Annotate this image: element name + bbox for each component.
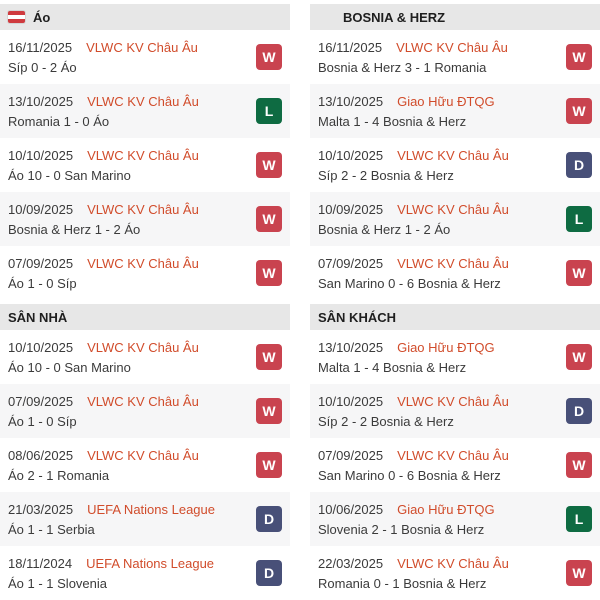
section-header xyxy=(0,304,290,330)
match-date: 13/10/2025 xyxy=(318,93,384,109)
match-info xyxy=(318,202,566,237)
section-team-form-austria xyxy=(0,4,290,300)
match-info xyxy=(8,202,256,237)
match-date: 10/10/2025 xyxy=(318,393,384,409)
match-row[interactable] xyxy=(310,546,600,600)
match-result: Áo 2 - 1 Romania xyxy=(8,467,110,483)
match-row[interactable] xyxy=(310,192,600,246)
result-badge: W xyxy=(256,344,282,370)
match-result: Malta 1 - 4 Bosnia & Herz xyxy=(318,113,467,129)
match-info xyxy=(318,40,566,75)
match-result: Slovenia 2 - 1 Bosnia & Herz xyxy=(318,521,485,537)
match-date: 07/09/2025 xyxy=(8,393,74,409)
match-result: Áo 1 - 1 Slovenia xyxy=(8,575,108,591)
result-badge: L xyxy=(256,98,282,124)
result-badge: W xyxy=(256,452,282,478)
competition-link[interactable]: VLWC KV Châu Âu xyxy=(87,447,199,463)
match-date: 10/09/2025 xyxy=(318,201,384,217)
match-date: 10/10/2025 xyxy=(318,147,384,163)
match-info xyxy=(8,502,256,537)
match-date: 16/11/2025 xyxy=(318,39,383,55)
match-result: Síp 0 - 2 Áo xyxy=(8,59,77,75)
match-result: Bosnia & Herz 1 - 2 Áo xyxy=(8,221,141,237)
match-info xyxy=(318,394,566,429)
match-result: San Marino 0 - 6 Bosnia & Herz xyxy=(318,275,501,291)
team-column-bosnia xyxy=(310,4,600,600)
section-home-form-austria xyxy=(0,304,290,600)
section-title: SÂN NHÀ xyxy=(8,309,68,325)
match-row[interactable] xyxy=(0,492,290,546)
match-row[interactable] xyxy=(310,492,600,546)
competition-link[interactable]: Giao Hữu ĐTQG xyxy=(397,501,495,517)
result-badge: W xyxy=(566,452,592,478)
result-badge: D xyxy=(256,506,282,532)
match-date: 10/10/2025 xyxy=(8,339,74,355)
match-info xyxy=(8,256,256,291)
match-result: Romania 0 - 1 Bosnia & Herz xyxy=(318,575,487,591)
section-header xyxy=(310,4,600,30)
match-info xyxy=(318,340,566,375)
match-info xyxy=(318,256,566,291)
competition-link[interactable]: Giao Hữu ĐTQG xyxy=(397,93,495,109)
match-date: 22/03/2025 xyxy=(318,555,384,571)
match-date: 08/06/2025 xyxy=(8,447,74,463)
section-title: Áo xyxy=(33,9,51,25)
match-info xyxy=(318,94,566,129)
match-row[interactable] xyxy=(0,438,290,492)
section-team-form-bosnia xyxy=(310,4,600,300)
match-row[interactable] xyxy=(0,30,290,84)
result-badge: W xyxy=(256,398,282,424)
competition-link[interactable]: Giao Hữu ĐTQG xyxy=(397,339,495,355)
match-row[interactable] xyxy=(0,384,290,438)
result-badge: L xyxy=(566,206,592,232)
match-date: 21/03/2025 xyxy=(8,501,74,517)
section-header xyxy=(0,4,290,30)
match-result: Síp 2 - 2 Bosnia & Herz xyxy=(318,167,454,183)
competition-link[interactable]: VLWC KV Châu Âu xyxy=(86,39,198,55)
match-result: Romania 1 - 0 Áo xyxy=(8,113,110,129)
match-row[interactable] xyxy=(0,192,290,246)
match-info xyxy=(318,556,566,591)
match-info xyxy=(318,448,566,483)
match-row[interactable] xyxy=(0,246,290,300)
result-badge: W xyxy=(256,206,282,232)
competition-link[interactable]: VLWC KV Châu Âu xyxy=(87,255,199,271)
match-info xyxy=(8,556,256,591)
match-date: 07/09/2025 xyxy=(8,255,74,271)
competition-link[interactable]: VLWC KV Châu Âu xyxy=(396,39,508,55)
match-info xyxy=(8,94,256,129)
section-title: BOSNIA & HERZ xyxy=(343,9,446,25)
section-away-form-bosnia xyxy=(310,304,600,600)
match-row[interactable] xyxy=(310,138,600,192)
section-header xyxy=(310,304,600,330)
team-column-austria xyxy=(0,4,290,600)
result-badge: L xyxy=(566,506,592,532)
match-info xyxy=(8,148,256,183)
match-date: 13/10/2025 xyxy=(8,93,74,109)
match-row[interactable] xyxy=(0,546,290,600)
match-row[interactable] xyxy=(310,330,600,384)
competition-link[interactable]: VLWC KV Châu Âu xyxy=(87,93,199,109)
result-badge: W xyxy=(256,260,282,286)
match-list xyxy=(310,330,600,600)
match-list xyxy=(0,30,290,300)
match-result: Bosnia & Herz 1 - 2 Áo xyxy=(318,221,451,237)
match-info xyxy=(8,448,256,483)
competition-link[interactable]: UEFA Nations League xyxy=(87,501,215,517)
match-info xyxy=(318,502,566,537)
match-list xyxy=(0,330,290,600)
match-date: 16/11/2025 xyxy=(8,39,73,55)
result-badge: W xyxy=(256,44,282,70)
result-badge: D xyxy=(566,152,592,178)
match-info xyxy=(8,40,256,75)
match-row[interactable] xyxy=(0,330,290,384)
match-date: 07/09/2025 xyxy=(318,447,384,463)
result-badge: W xyxy=(566,260,592,286)
match-list xyxy=(310,30,600,300)
match-result: Áo 1 - 1 Serbia xyxy=(8,521,95,537)
competition-link[interactable]: VLWC KV Châu Âu xyxy=(397,255,509,271)
match-date: 10/10/2025 xyxy=(8,147,74,163)
match-result: Síp 2 - 2 Bosnia & Herz xyxy=(318,413,454,429)
section-title: SÂN KHÁCH xyxy=(318,309,396,325)
match-result: Áo 1 - 0 Síp xyxy=(8,413,77,429)
match-row[interactable] xyxy=(310,246,600,300)
match-date: 07/09/2025 xyxy=(318,255,384,271)
result-badge: W xyxy=(566,560,592,586)
match-info xyxy=(318,148,566,183)
austria-flag-icon xyxy=(8,11,25,23)
result-badge: W xyxy=(566,44,592,70)
result-badge: W xyxy=(566,344,592,370)
match-date: 13/10/2025 xyxy=(318,339,384,355)
competition-link[interactable]: VLWC KV Châu Âu xyxy=(87,147,199,163)
match-row[interactable] xyxy=(0,84,290,138)
match-row[interactable] xyxy=(310,384,600,438)
competition-link[interactable]: VLWC KV Châu Âu xyxy=(397,393,509,409)
match-result: Áo 10 - 0 San Marino xyxy=(8,359,131,375)
match-result: Malta 1 - 4 Bosnia & Herz xyxy=(318,359,467,375)
match-info xyxy=(8,340,256,375)
competition-link[interactable]: VLWC KV Châu Âu xyxy=(87,339,199,355)
competition-link[interactable]: VLWC KV Châu Âu xyxy=(397,201,509,217)
result-badge: W xyxy=(566,98,592,124)
match-result: Áo 10 - 0 San Marino xyxy=(8,167,131,183)
match-result: San Marino 0 - 6 Bosnia & Herz xyxy=(318,467,501,483)
result-badge: D xyxy=(566,398,592,424)
competition-link[interactable]: VLWC KV Châu Âu xyxy=(397,555,509,571)
competition-link[interactable]: UEFA Nations League xyxy=(86,555,215,571)
match-result: Áo 1 - 0 Síp xyxy=(8,275,77,291)
match-row[interactable] xyxy=(310,30,600,84)
match-row[interactable] xyxy=(0,138,290,192)
match-date: 10/06/2025 xyxy=(318,501,384,517)
match-date: 10/09/2025 xyxy=(8,201,74,217)
competition-link[interactable]: VLWC KV Châu Âu xyxy=(87,393,199,409)
match-row[interactable] xyxy=(310,84,600,138)
match-info xyxy=(8,394,256,429)
match-date: 18/11/2024 xyxy=(8,555,73,571)
result-badge: W xyxy=(256,152,282,178)
competition-link[interactable]: VLWC KV Châu Âu xyxy=(397,447,509,463)
result-badge: D xyxy=(256,560,282,586)
competition-link[interactable]: VLWC KV Châu Âu xyxy=(87,201,199,217)
match-row[interactable] xyxy=(310,438,600,492)
competition-link[interactable]: VLWC KV Châu Âu xyxy=(397,147,509,163)
match-result: Bosnia & Herz 3 - 1 Romania xyxy=(318,59,487,75)
